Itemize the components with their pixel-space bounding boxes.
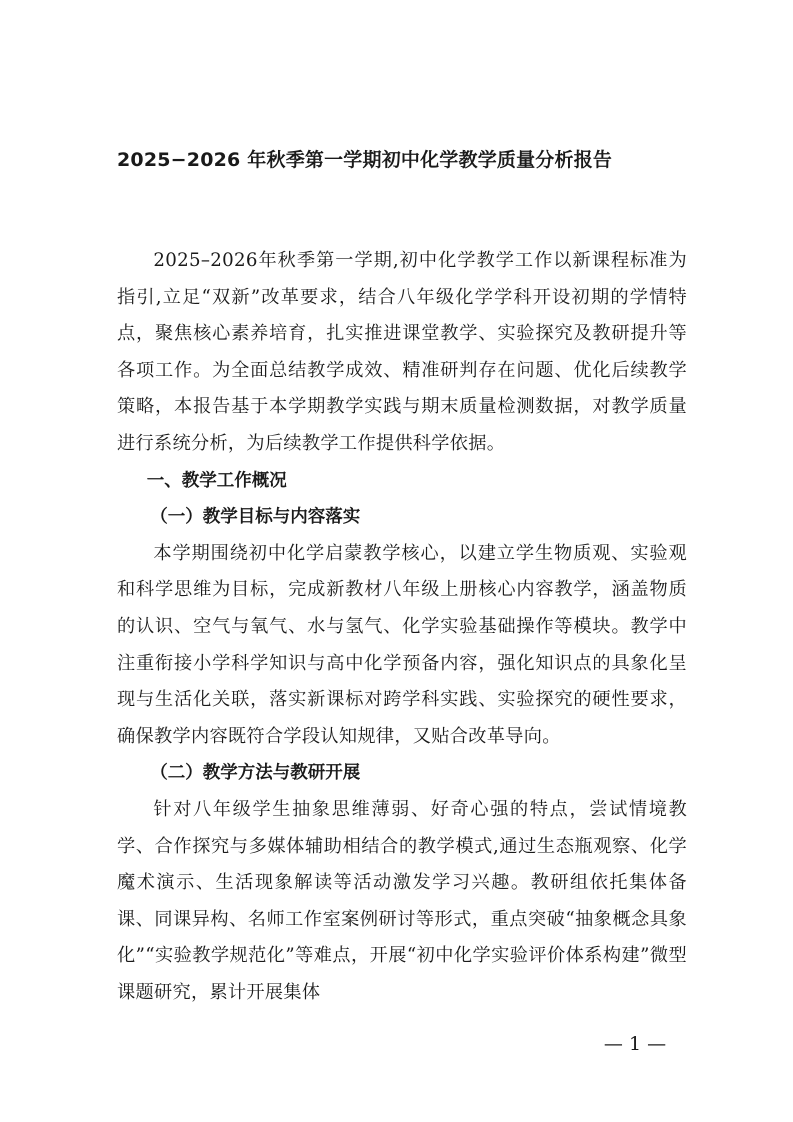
document-body (117, 243, 687, 1011)
section-heading-1: 一、教学工作概况 (146, 470, 287, 491)
subsection-paragraph-1-2: 针对八年级学生抽象思维薄弱、好奇心强的特点，尝试情境教学、合作探究与多媒体辅助相结合的教学模式,通过生态瓶观察、化学魔术演示、生活现象解读等活动激发学习兴趣。教研组依托集体备课、同课异构、名师工作室案例研讨等形式，重点突破“抽象概念具象化”“实验教学规范化”等难点，开展“初中化学实验评价体系构建”微型课题研究，累计开展集体 (117, 798, 687, 1003)
intro-paragraph: 2025–2026年秋季第一学期,初中化学教学工作以新课程标准为指引,立足“双新”改革要求，结合八年级化学学科开设初期的学情特点，聚焦核心素养培育，扎实推进课堂教学、实验探究及教研提升等各项工作。为全面总结教学成效、精准研判存在问题、优化后续教学策略，本报告基于本学期教学实践与期末质量检测数据，对教学质量进行系统分析，为后续教学工作提供科学依据。 (117, 250, 687, 454)
subsection-heading-1-1: （一）教学目标与内容落实 (150, 507, 361, 528)
document-title: 2025−2026 年秋季第一学期初中化学教学质量分析报告 (117, 149, 613, 171)
page-number: — 1 — (603, 1033, 667, 1055)
subsection-paragraph-1-1: 本学期围绕初中化学启蒙教学核心，以建立学生物质观、实验观和科学思维为目标，完成新教材八年级上册核心内容教学，涵盖物质的认识、空气与氧气、水与氢气、化学实验基础操作等模块。教学中注重衔接小学科学知识与高中化学预备内容，强化知识点的具象化呈现与生活化关联，落实新课标对跨学科实践、实验探究的硬性要求，确保教学内容既符合学段认知规律，又贴合改革导向。 (117, 542, 687, 747)
subsection-heading-1-2: （二）教学方法与教研开展 (150, 763, 361, 784)
